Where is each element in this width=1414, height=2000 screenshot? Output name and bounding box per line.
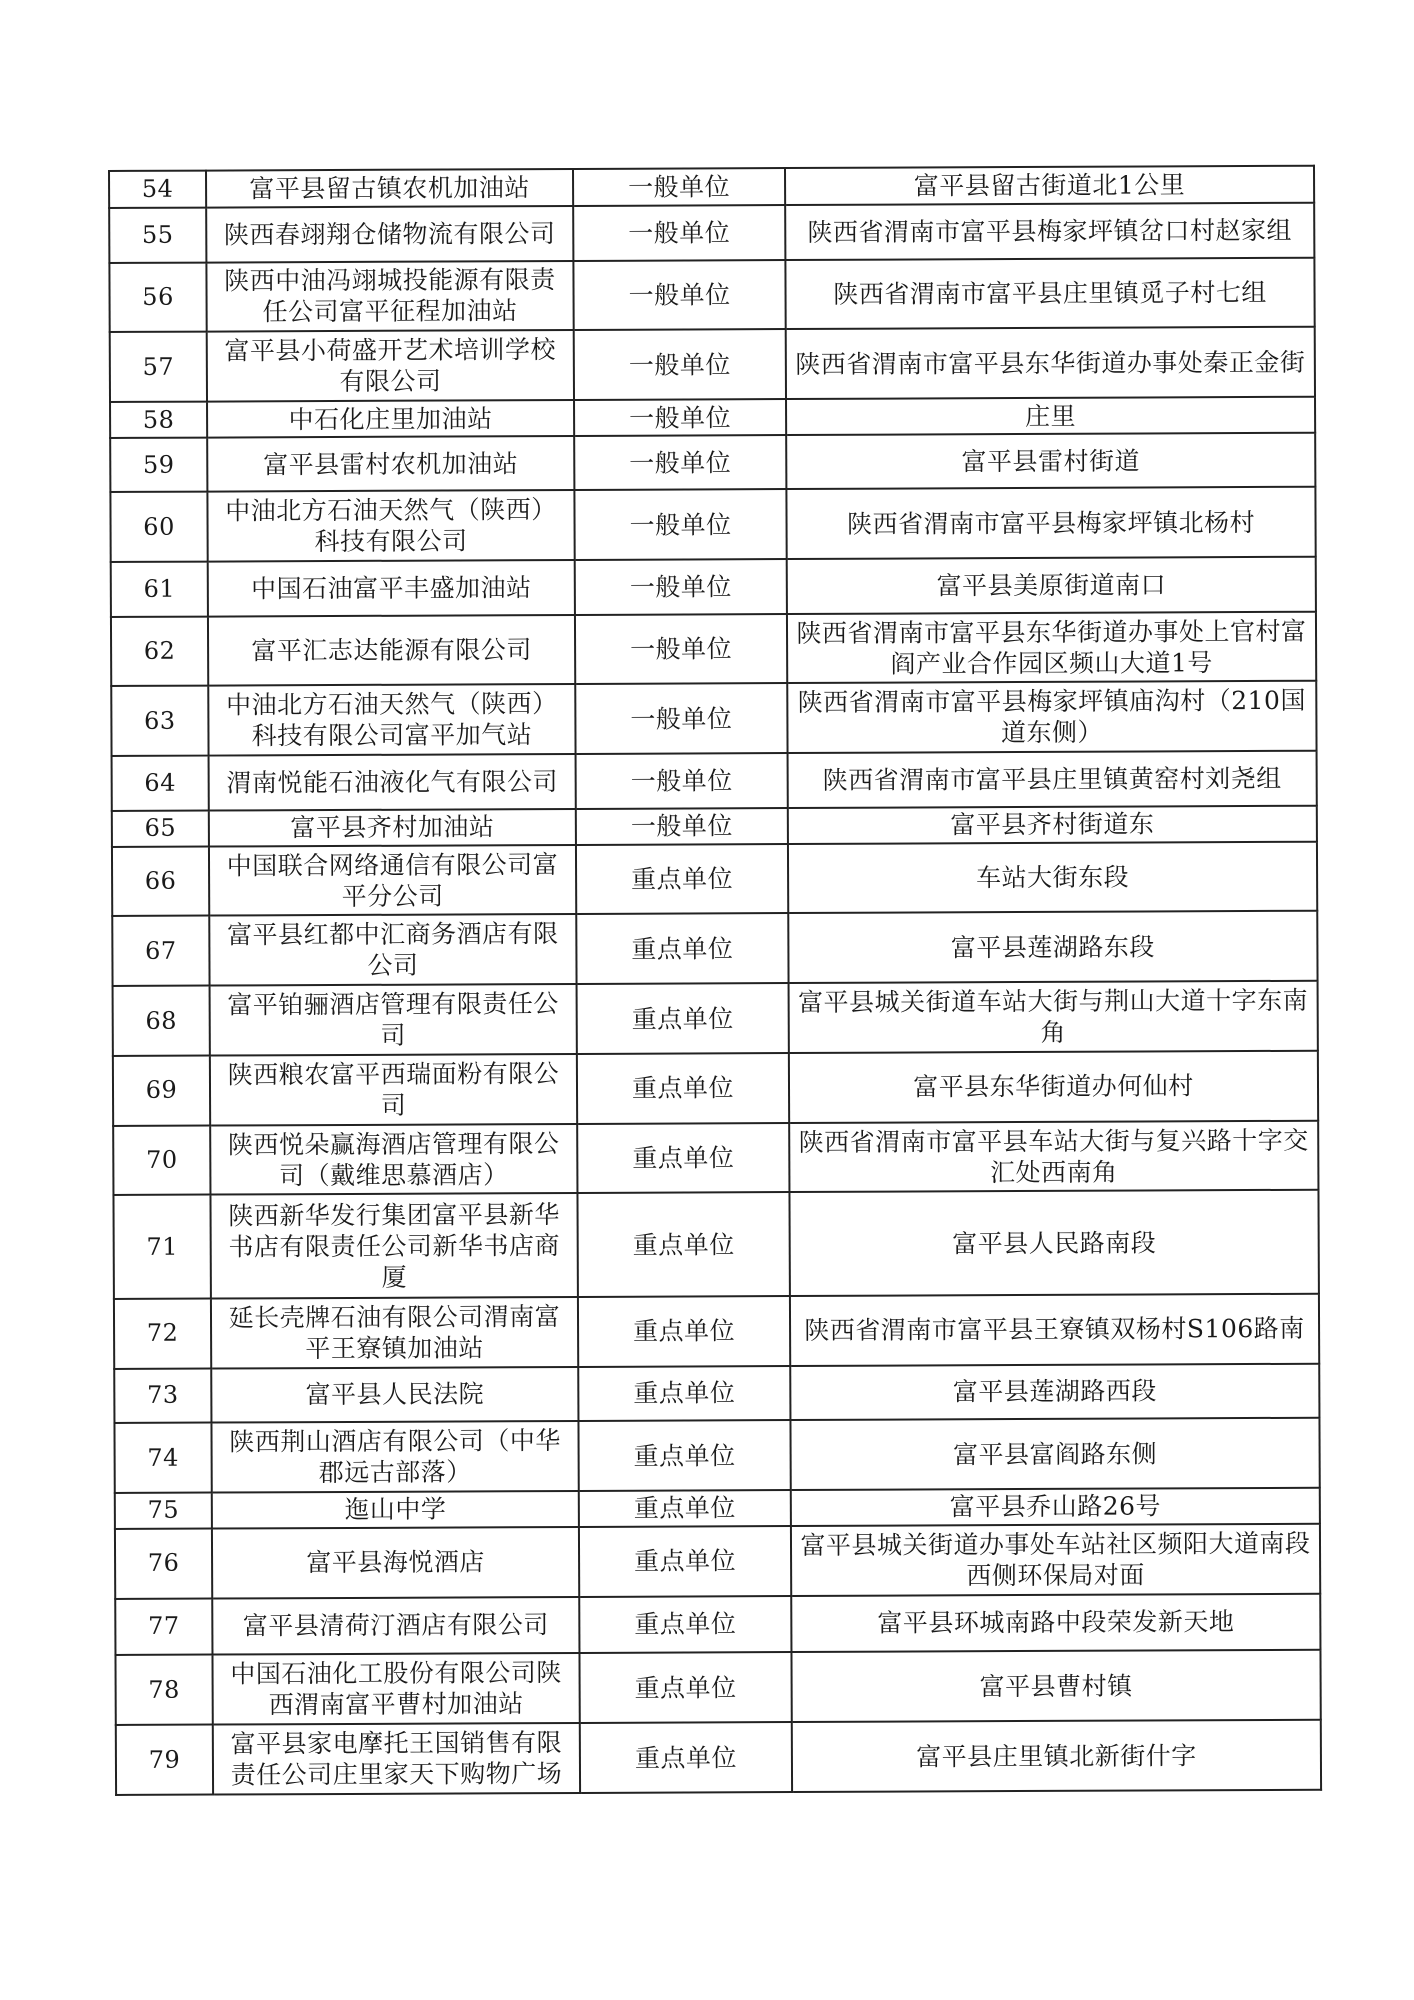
table-row (111, 557, 1316, 617)
unit-name-cell: 中国联合网络通信有限公司富平分公司 (209, 845, 576, 916)
table-row (113, 1120, 1318, 1195)
unit-address-cell: 陕西省渭南市富平县东华街道办事处上官村富阎产业合作园区频山大道1号 (787, 611, 1316, 683)
row-number-cell: 68 (113, 986, 210, 1056)
unit-type-cell: 重点单位 (579, 1526, 791, 1597)
unit-type-cell: 重点单位 (576, 913, 788, 984)
row-number-cell: 57 (110, 332, 207, 402)
unit-type-cell: 重点单位 (579, 1652, 791, 1723)
unit-address-cell: 富平县莲湖路东段 (788, 911, 1317, 983)
unit-type-cell: 重点单位 (578, 1420, 790, 1491)
unit-name-cell: 富平县雷村农机加油站 (207, 436, 574, 492)
table-row (111, 681, 1316, 756)
unit-name-cell: 陕西中油冯翊城投能源有限责任公司富平征程加油站 (206, 261, 573, 332)
unit-type-cell: 一般单位 (575, 614, 787, 685)
table-row (113, 1190, 1318, 1299)
units-table (108, 165, 1322, 1796)
row-number-cell: 59 (110, 438, 207, 493)
table-row (115, 1488, 1320, 1529)
unit-name-cell: 富平汇志达能源有限公司 (208, 615, 575, 686)
table-row (114, 1294, 1319, 1369)
row-number-cell: 63 (111, 686, 208, 756)
unit-address-cell: 富平县留古街道北1公里 (785, 166, 1314, 205)
unit-address-cell: 富平县齐村街道东 (788, 805, 1317, 843)
unit-type-cell: 一般单位 (573, 168, 785, 206)
unit-type-cell: 重点单位 (577, 983, 789, 1054)
table-row (110, 327, 1315, 402)
unit-address-cell: 陕西省渭南市富平县庄里镇觅子村七组 (785, 257, 1314, 329)
row-number-cell: 54 (109, 171, 206, 208)
unit-type-cell: 一般单位 (573, 205, 785, 260)
row-number-cell: 64 (112, 756, 209, 811)
row-number-cell: 62 (111, 616, 208, 686)
table-row (112, 805, 1317, 846)
table-row (114, 1363, 1319, 1423)
row-number-cell: 61 (111, 562, 208, 617)
row-number-cell: 60 (110, 492, 207, 562)
unit-name-cell: 中石化庄里加油站 (207, 400, 574, 438)
table-row (109, 203, 1314, 263)
unit-name-cell: 迤山中学 (212, 1491, 579, 1529)
unit-address-cell: 富平县乔山路26号 (791, 1488, 1320, 1526)
unit-address-cell: 富平县雷村街道 (786, 433, 1315, 490)
unit-address-cell: 富平县美原街道南口 (787, 557, 1316, 614)
unit-type-cell: 重点单位 (577, 1123, 789, 1194)
row-number-cell: 58 (110, 402, 207, 438)
table-row (114, 1418, 1319, 1493)
row-number-cell: 69 (113, 1055, 210, 1125)
unit-type-cell: 重点单位 (578, 1366, 790, 1421)
table-row (112, 911, 1317, 986)
unit-type-cell: 一般单位 (576, 753, 788, 808)
unit-address-cell: 富平县庄里镇北新街什字 (792, 1720, 1321, 1792)
unit-name-cell: 富平县红都中汇商务酒店有限公司 (209, 914, 576, 985)
unit-name-cell: 富平县清荷汀酒店有限公司 (212, 1597, 579, 1655)
unit-address-cell: 庄里 (786, 397, 1315, 435)
unit-type-cell: 重点单位 (577, 1053, 789, 1124)
unit-type-cell: 重点单位 (577, 1192, 789, 1296)
unit-address-cell: 富平县富阎路东侧 (790, 1418, 1319, 1490)
table-row (116, 1720, 1321, 1795)
units-table-body (109, 166, 1321, 1795)
unit-address-cell: 富平县莲湖路西段 (790, 1363, 1319, 1420)
unit-name-cell: 陕西粮农富平西瑞面粉有限公司 (210, 1054, 577, 1125)
row-number-cell: 76 (115, 1528, 212, 1598)
unit-name-cell: 富平铂骊酒店管理有限责任公司 (210, 984, 577, 1055)
unit-address-cell: 陕西省渭南市富平县东华街道办事处秦正金街 (786, 327, 1315, 399)
table-row (115, 1593, 1320, 1655)
unit-address-cell: 富平县城关街道车站大街与荆山大道十字东南角 (789, 981, 1318, 1053)
unit-name-cell: 陕西春翊翔仓储物流有限公司 (206, 206, 573, 262)
unit-type-cell: 一般单位 (574, 399, 786, 436)
row-number-cell: 77 (115, 1598, 212, 1655)
unit-name-cell: 富平县海悦酒店 (212, 1527, 579, 1598)
unit-name-cell: 富平县齐村加油站 (209, 809, 576, 847)
unit-address-cell: 陕西省渭南市富平县梅家坪镇岔口村赵家组 (785, 203, 1314, 260)
row-number-cell: 73 (114, 1368, 211, 1423)
table-row (109, 257, 1314, 332)
unit-address-cell: 陕西省渭南市富平县梅家坪镇北杨村 (786, 487, 1315, 559)
table-row (111, 611, 1316, 686)
row-number-cell: 79 (116, 1725, 213, 1795)
row-number-cell: 78 (115, 1655, 212, 1725)
unit-address-cell: 陕西省渭南市富平县王寮镇双杨村S106路南 (790, 1294, 1319, 1366)
unit-type-cell: 一般单位 (576, 808, 788, 845)
table-row (113, 1051, 1318, 1126)
table-row (110, 433, 1315, 493)
unit-name-cell: 中油北方石油天然气（陕西）科技有限公司富平加气站 (208, 684, 575, 755)
row-number-cell: 56 (109, 262, 206, 332)
unit-type-cell: 一般单位 (574, 435, 786, 490)
unit-name-cell: 中国石油富平丰盛加油站 (208, 560, 575, 616)
unit-name-cell: 陕西悦朵赢海酒店管理有限公司（戴维思慕酒店） (210, 1124, 577, 1195)
units-table-wrapper (108, 165, 1320, 1796)
unit-type-cell: 重点单位 (579, 1596, 791, 1654)
unit-address-cell: 富平县曹村镇 (791, 1650, 1320, 1722)
unit-name-cell: 延长壳牌石油有限公司渭南富平王寮镇加油站 (211, 1297, 578, 1368)
unit-type-cell: 重点单位 (576, 844, 788, 915)
table-row (109, 166, 1314, 208)
table-row (110, 487, 1315, 562)
table-row (110, 397, 1315, 438)
unit-type-cell: 重点单位 (580, 1722, 792, 1793)
row-number-cell: 66 (112, 846, 209, 916)
row-number-cell: 72 (114, 1298, 211, 1368)
unit-type-cell: 一般单位 (575, 683, 787, 754)
row-number-cell: 67 (112, 916, 209, 986)
row-number-cell: 70 (113, 1125, 210, 1195)
unit-type-cell: 一般单位 (574, 490, 786, 561)
row-number-cell: 71 (113, 1195, 210, 1299)
unit-name-cell: 渭南悦能石油液化气有限公司 (209, 754, 576, 810)
table-row (112, 751, 1317, 811)
unit-address-cell: 陕西省渭南市富平县车站大街与复兴路十字交汇处西南角 (789, 1120, 1318, 1192)
unit-type-cell: 重点单位 (579, 1490, 791, 1527)
unit-type-cell: 重点单位 (578, 1296, 790, 1367)
unit-name-cell: 富平县人民法院 (211, 1367, 578, 1423)
table-row (115, 1524, 1320, 1599)
unit-address-cell: 车站大街东段 (788, 841, 1317, 913)
table-row (113, 981, 1318, 1056)
table-row (112, 841, 1317, 916)
row-number-cell: 74 (114, 1423, 211, 1493)
unit-name-cell: 中国石油化工股份有限公司陕西渭南富平曹村加油站 (212, 1653, 579, 1724)
unit-name-cell: 富平县家电摩托王国销售有限责任公司庄里家天下购物广场 (213, 1723, 580, 1795)
unit-name-cell: 富平县留古镇农机加油站 (206, 169, 573, 208)
unit-name-cell: 中油北方石油天然气（陕西）科技有限公司 (207, 490, 574, 561)
row-number-cell: 55 (109, 208, 206, 263)
row-number-cell: 65 (112, 810, 209, 846)
table-row (115, 1650, 1320, 1725)
unit-address-cell: 富平县城关街道办事处车站社区频阳大道南段西侧环保局对面 (791, 1524, 1320, 1596)
unit-address-cell: 富平县人民路南段 (789, 1190, 1318, 1296)
row-number-cell: 75 (115, 1492, 212, 1528)
unit-name-cell: 陕西荆山酒店有限公司（中华郡远古部落） (211, 1421, 578, 1492)
unit-type-cell: 一般单位 (573, 260, 785, 331)
unit-name-cell: 陕西新华发行集团富平县新华书店有限责任公司新华书店商厦 (210, 1193, 577, 1298)
unit-address-cell: 富平县环城南路中段荣发新天地 (791, 1593, 1320, 1652)
unit-name-cell: 富平县小荷盛开艺术培训学校有限公司 (207, 330, 574, 401)
unit-address-cell: 富平县东华街道办何仙村 (789, 1051, 1318, 1123)
unit-address-cell: 陕西省渭南市富平县庄里镇黄窑村刘尧组 (788, 751, 1317, 808)
unit-address-cell: 陕西省渭南市富平县梅家坪镇庙沟村（210国道东侧） (787, 681, 1316, 753)
unit-type-cell: 一般单位 (574, 329, 786, 400)
unit-type-cell: 一般单位 (575, 559, 787, 614)
